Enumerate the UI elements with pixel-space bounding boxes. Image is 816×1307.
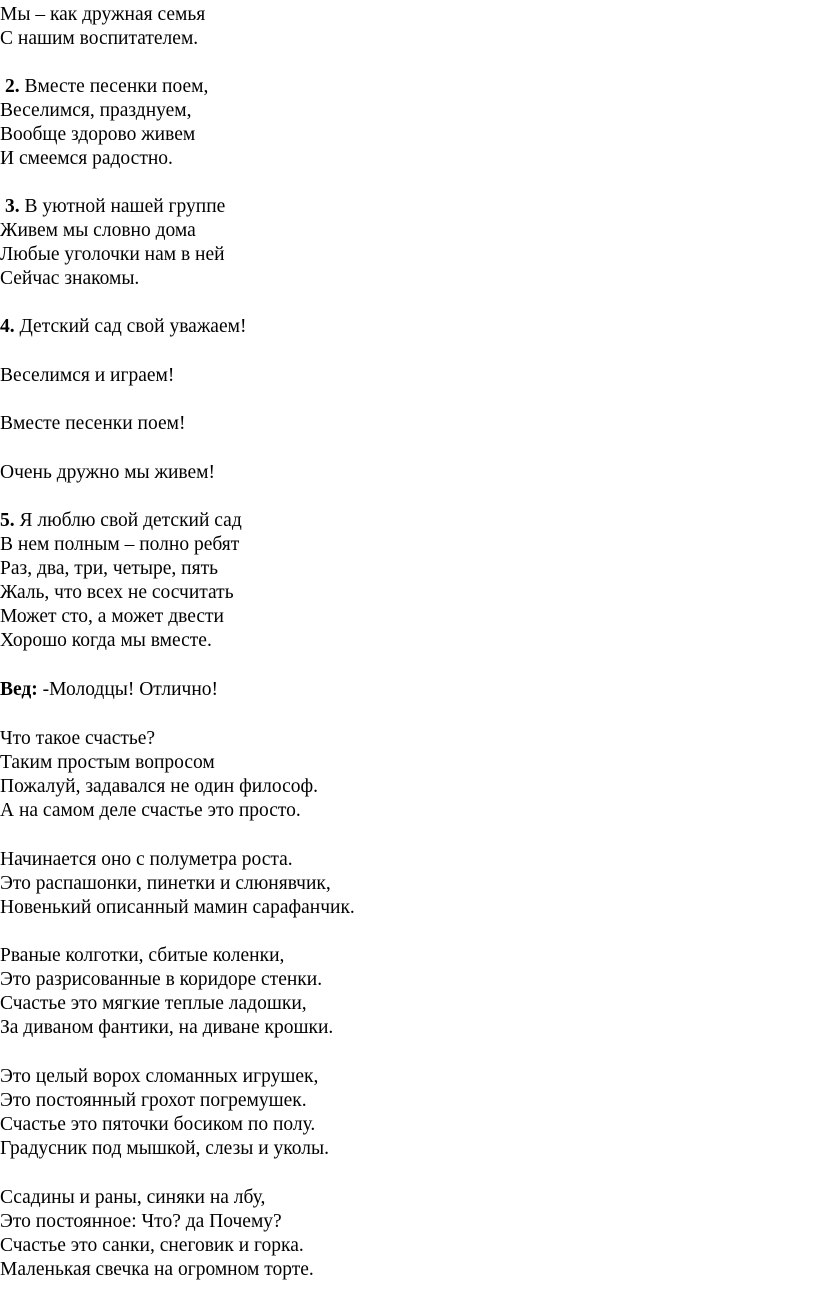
poem-line: Новенький описанный мамин сарафанчик.	[0, 897, 355, 918]
poem-line: Маленькая свечка на огромном торте.	[0, 1259, 314, 1280]
verse-line: 2. Вместе песенки поем,	[5, 76, 209, 97]
text-line: Вообще здорово живем	[0, 124, 196, 145]
text-line: Может сто, а может двести	[0, 606, 224, 627]
text-line: Раз, два, три, четыре, пять	[0, 558, 218, 579]
poem-line: Что такое счастье?	[0, 728, 156, 749]
poem-line: Это разрисованные в коридоре стенки.	[0, 969, 323, 990]
text-line: Очень дружно мы живем!	[0, 462, 215, 483]
poem-line: Таким простым вопросом	[0, 752, 215, 773]
text-line: Живем мы словно дома	[0, 220, 196, 241]
verse-number: 3.	[5, 196, 20, 217]
text-line: И смеемся радостно.	[0, 148, 173, 169]
text-line: С нашим воспитателем.	[0, 28, 199, 49]
text-line: Веселимся и играем!	[0, 365, 175, 386]
verse-line: 5. Я люблю свой детский сад	[0, 510, 242, 531]
text-line: Сейчас знакомы.	[0, 268, 140, 289]
poem-line: Это постоянный грохот погремушек.	[0, 1090, 307, 1111]
poem-line: Ссадины и раны, синяки на лбу,	[0, 1187, 266, 1208]
poem-line: А на самом деле счастье это просто.	[0, 800, 301, 821]
poem-line: Счастье это пяточки босиком по полу.	[0, 1114, 316, 1135]
host-line: Вед: -Молодцы! Отлично!	[0, 679, 218, 700]
poem-line: Счастье это санки, снеговик и горка.	[0, 1235, 304, 1256]
poem-line: Это распашонки, пинетки и слюнявчик,	[0, 873, 331, 894]
poem-line: Градусник под мышкой, слезы и уколы.	[0, 1138, 329, 1159]
verse-number: 2.	[5, 76, 20, 97]
poem-line: Это целый ворох сломанных игрушек,	[0, 1066, 319, 1087]
verse-line: 3. В уютной нашей группе	[5, 196, 226, 217]
poem-line: За диваном фантики, на диване крошки.	[0, 1017, 334, 1038]
poem-line: Рваные колготки, сбитые коленки,	[0, 945, 285, 966]
verse-number: 4.	[0, 316, 15, 337]
text-line: В нем полным – полно ребят	[0, 534, 240, 555]
poem-line: Пожалуй, задавался не один философ.	[0, 776, 319, 797]
text-line: Хорошо когда мы вместе.	[0, 630, 212, 651]
poem-line: Счастье это мягкие теплые ладошки,	[0, 993, 307, 1014]
text-line: Мы – как дружная семья	[0, 4, 206, 25]
poem-line: Начинается оно с полуметра роста.	[0, 849, 293, 870]
speaker-label: Вед:	[0, 679, 38, 700]
text-line: Любые уголочки нам в ней	[0, 244, 225, 265]
text-line: Вместе песенки поем!	[0, 413, 186, 434]
verse-line: 4. Детский сад свой уважаем!	[0, 316, 247, 337]
verse-number: 5.	[0, 510, 15, 531]
text-line: Жаль, что всех не сосчитать	[0, 582, 234, 603]
text-line: Веселимся, празднуем,	[0, 100, 192, 121]
poem-line: Это постоянное: Что? да Почему?	[0, 1211, 282, 1232]
